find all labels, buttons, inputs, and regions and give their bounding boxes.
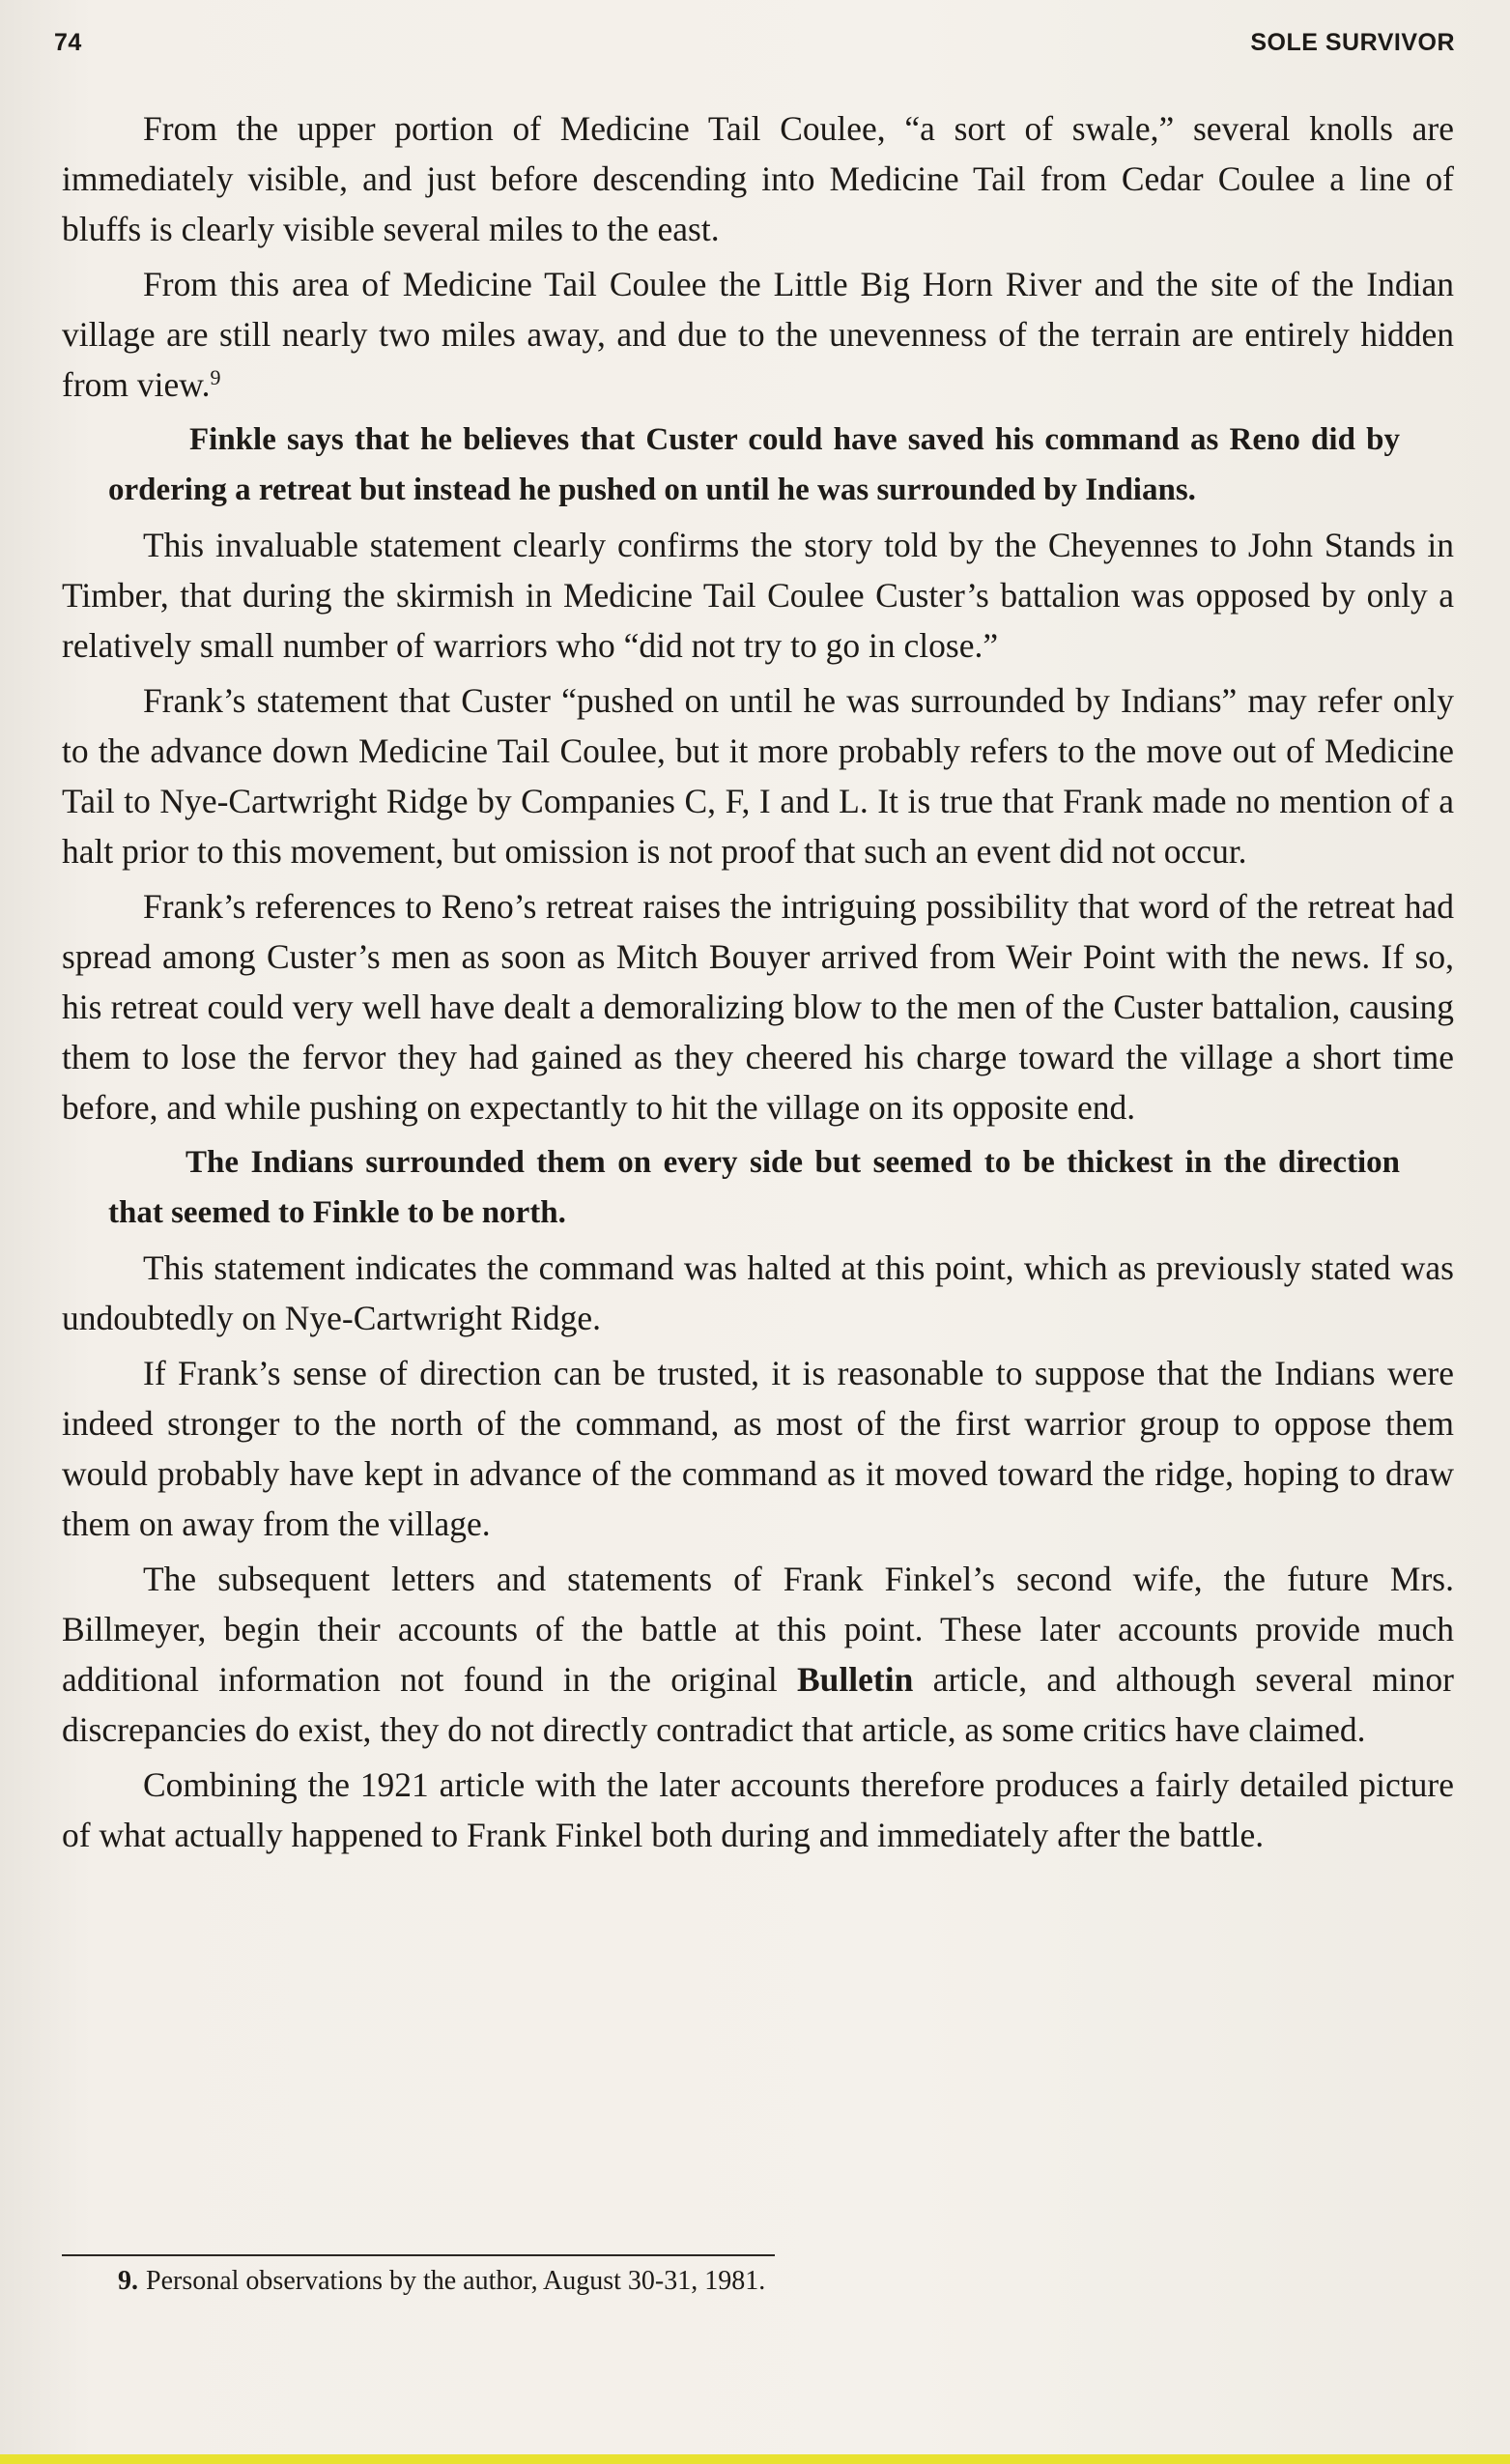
bulletin-title: Bulletin xyxy=(796,1660,914,1699)
footnote-divider xyxy=(62,2254,775,2256)
quotation-1: Finkle says that he believes that Custer could have saved his command as Reno did by ordering a retreat but instead he pushed on until he was surrounded by Indians. xyxy=(108,422,1400,507)
paragraph-5: Frank’s references to Reno’s retreat raises the intriguing possibility that word of the retreat had spread among Custer’s men as soon as Mitch Bouyer arrived from Weir Point with the news. If so, his retreat could very well have dealt a demoralizing blow to the men of the Custer battalion, causing them to lose the fervor they had gained as they cheered his charge toward the village a short time before, and while pushing on expectantly to hit the village on its opposite end. xyxy=(62,887,1454,1127)
paragraph-8-text-start: The subsequent letters and statements of Frank Finkel’s second wife, the future Mrs. Billmeyer, begin their accounts of the battle at this point. These later accounts provide much additional information not found in the original xyxy=(62,1560,1454,1699)
paragraph-1: From the upper portion of Medicine Tail Coulee, “a sort of swale,” several knolls are immediately visible, and just before descending into Medicine Tail from Cedar Coulee a line of bluffs is clearly visible several miles to the east. xyxy=(62,109,1454,248)
page-header xyxy=(54,29,1455,68)
quotation-2: The Indians surrounded them on every side but seemed to be thickest in the direction that seemed to Finkle to be north. xyxy=(108,1145,1400,1230)
paragraph-4: Frank’s statement that Custer “pushed on until he was surrounded by Indians” may refer only to the advance down Medicine Tail Coulee, but it more probably refers to the move out of Medicine Tail to Nye-Cartwright Ridge by Companies C, F, I and L. It is true that Frank made no mention of a halt prior to this movement, but omission is not proof that such an event did not occur. xyxy=(62,681,1454,871)
paragraph-8 xyxy=(62,1554,1454,1755)
footnote xyxy=(118,2264,765,2299)
paragraph-9: Combining the 1921 article with the later accounts therefore produces a fairly detailed picture of what actually happened to Frank Finkel both during and immediately after the battle. xyxy=(62,1765,1454,1854)
body-text xyxy=(62,103,1454,1865)
scan-edge-strip xyxy=(0,2454,1510,2464)
running-head: SOLE SURVIVOR xyxy=(1250,29,1455,56)
paragraph-2-text: From this area of Medicine Tail Coulee the Little Big Horn River and the site of the Indian village are still nearly two miles away, and due to the unevenness of the terrain are entirely hidden from view. xyxy=(62,265,1454,404)
paragraph-6: This statement indicates the command was halted at this point, which as previously stated was undoubtedly on Nye-Cartwright Ridge. xyxy=(62,1248,1454,1337)
paragraph-2 xyxy=(62,259,1454,410)
footnote-reference: 9 xyxy=(210,365,221,389)
paragraph-3: This invaluable statement clearly confirms the story told by the Cheyennes to John Stands in Timber, that during the skirmish in Medicine Tail Coulee Custer’s battalion was opposed by only a relatively small number of warriors who “did not try to go in close.” xyxy=(62,526,1454,665)
paragraph-8-text-end: article, and although several minor discrepancies do exist, they do not directly contradict that article, as some critics have claimed. xyxy=(62,1660,1454,1749)
page-number: 74 xyxy=(54,29,82,56)
footnote-number: 9. xyxy=(118,2266,138,2296)
footnote-text: Personal observations by the author, August 30-31, 1981. xyxy=(146,2266,766,2296)
paragraph-7: If Frank’s sense of direction can be trusted, it is reasonable to suppose that the Indians were indeed stronger to the north of the command, as most of the first warrior group to oppose them would probably have kept in advance of the command as it moved toward the ridge, hoping to draw them on away from the village. xyxy=(62,1354,1454,1543)
